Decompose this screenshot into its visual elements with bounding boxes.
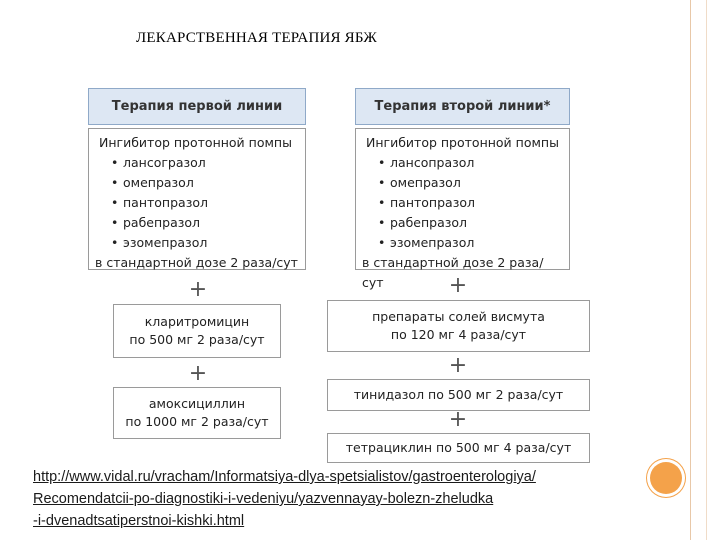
ppi-dose: в стандартной дозе 2 раза/сут <box>362 255 544 290</box>
drug-name-dose: тетрациклин по 500 мг 4 раза/сут <box>345 440 572 455</box>
ppi-drug-list <box>99 153 299 253</box>
drug-name: кларитромицин <box>144 314 250 329</box>
plus-sign: + <box>188 277 208 302</box>
first-line-clarithromycin-box <box>113 304 281 358</box>
slide-title: ЛЕКАРСТВЕННАЯ ТЕРАПИЯ ЯБЖ <box>136 30 377 46</box>
first-line-ppi-box <box>88 128 306 270</box>
drug-dose: по 500 мг 2 раза/сут <box>129 332 265 347</box>
slide-frame-line-outer <box>706 0 707 540</box>
drug-name: препараты солей висмута <box>372 309 545 324</box>
drug-name: амоксициллин <box>148 396 246 411</box>
drug-name-dose: тинидазол по 500 мг 2 раза/сут <box>353 387 564 402</box>
source-link[interactable] <box>33 466 663 532</box>
ppi-dose: в стандартной дозе 2 раза/сут <box>95 255 298 270</box>
drug-dose: по 1000 мг 2 раза/сут <box>125 414 269 429</box>
first-line-amoxicillin-box <box>113 387 281 439</box>
list-item: • рабепразол <box>378 213 563 233</box>
plus-sign: + <box>448 353 468 378</box>
list-item: • омепразол <box>378 173 563 193</box>
source-link-line[interactable]: http://www.vidal.ru/vracham/Informatsiya-dlya-spetsialistov/gastroenterologiya/ <box>33 469 536 485</box>
list-item: • лансогразол <box>111 153 299 173</box>
plus-sign: + <box>188 361 208 386</box>
first-line-header: Терапия первой линии <box>88 88 306 125</box>
slide-frame-line <box>690 0 691 540</box>
second-line-ppi-box <box>355 128 570 290</box>
drug-dose: по 120 мг 4 раза/сут <box>390 327 527 342</box>
list-item: • лансопразол <box>378 153 563 173</box>
ppi-title: Ингибитор протонной помпы <box>366 135 559 150</box>
list-item: • эзомепразол <box>111 233 299 253</box>
plus-sign: + <box>448 273 468 298</box>
second-line-header: Терапия второй линии* <box>355 88 570 125</box>
list-item: • омепразол <box>111 173 299 193</box>
source-link-line[interactable]: Recomendatcii-po-diagnostiki-i-vedeniyu/yazvennayay-bolezn-zheludka <box>33 491 494 507</box>
list-item: • пантопразол <box>111 193 299 213</box>
plus-sign: + <box>448 407 468 432</box>
list-item: • пантопразол <box>378 193 563 213</box>
source-link-line[interactable]: -i-dvenadtsatiperstnoi-kishki.html <box>33 513 245 529</box>
ppi-title: Ингибитор протонной помпы <box>99 135 292 150</box>
list-item: • рабепразол <box>111 213 299 233</box>
second-line-tetracycline-box <box>327 433 590 463</box>
ppi-drug-list <box>366 153 563 253</box>
second-line-bismuth-box <box>327 300 590 352</box>
list-item: • эзомепразол <box>378 233 563 253</box>
